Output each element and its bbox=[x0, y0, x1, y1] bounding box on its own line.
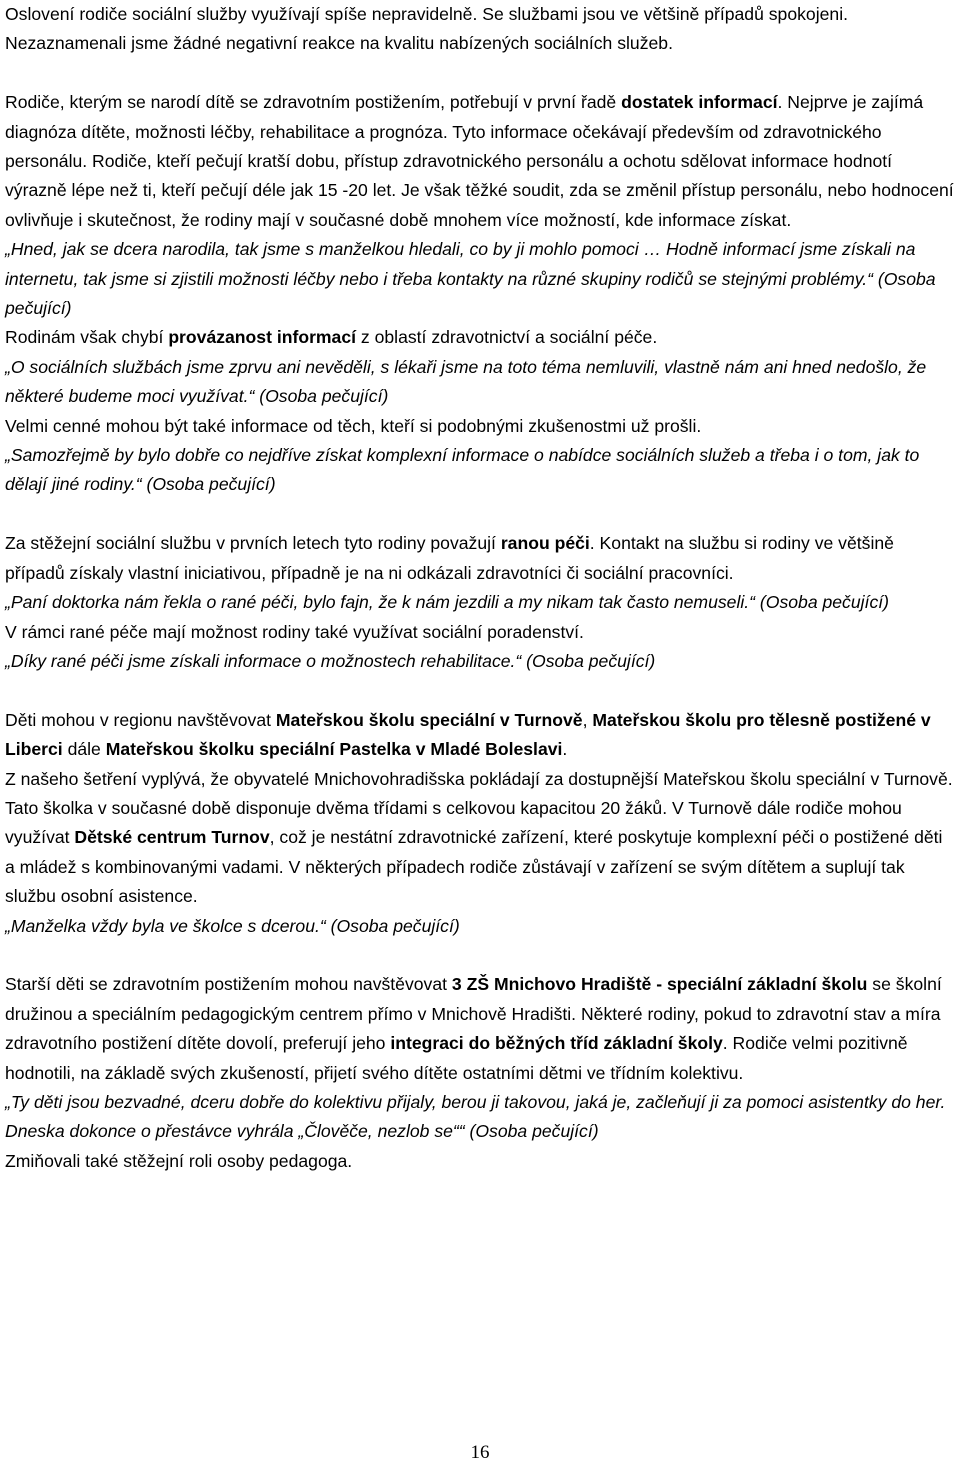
text-run: Za stěžejní sociální službu v prvních letech tyto rodiny považují bbox=[5, 533, 501, 554]
paragraph-spacer bbox=[5, 59, 955, 88]
bold-phrase: integraci do běžných tříd základní školy bbox=[390, 1033, 723, 1054]
italic-quote: „Paní doktorka nám řekla o rané péči, bylo fajn, že k nám jezdili a my nikam tak často nemuseli.“ (Osoba pečující) bbox=[5, 592, 889, 613]
bold-phrase: Mateřskou školu pro tělesně postižené v Liberci bbox=[5, 709, 931, 760]
text-run: Oslovení rodiče sociální služby využívají spíše nepravidelně. Se službami jsou ve většině případů spokojeni. Nezaznamenali jsme žádné negativní reakce na kvalitu nabízených sociálních služeb. bbox=[5, 4, 848, 54]
text-run: se školní družinou a speciálním pedagogickým centrem přímo v Mnichově Hradišti. Některé rodiny, pokud to zdravotní stav a míra zdravotního postižení dítěte dovolí, preferují jeho bbox=[5, 974, 942, 1054]
text-paragraph bbox=[5, 412, 955, 441]
text-paragraph bbox=[5, 0, 955, 59]
italic-quote: „O sociálních službách jsme zprvu ani nevěděli, s lékaři jsme na toto téma nemluvili, vlastně nám ani hned nedošlo, že některé budeme moci využívat.“ (Osoba pečující) bbox=[5, 356, 927, 407]
text-run: Z našeho šetření vyplývá, že obyvatelé Mnichovohradišska pokládají za dostupnější Mateřskou školu speciální v Turnově. Tato školka v současné době disponuje dvěma třídami s celkovou kapacitou 20 žáků. V Turnově dále rodiče mohou využívat bbox=[5, 768, 953, 848]
text-paragraph bbox=[5, 618, 955, 647]
text-run: Zmiňovali také stěžejní roli osoby pedagoga. bbox=[5, 1150, 353, 1171]
quote-paragraph bbox=[5, 588, 955, 617]
text-run: Velmi cenné mohou být také informace od těch, kteří si podobnými zkušenostmi už prošli. bbox=[5, 415, 702, 436]
bold-phrase: Dětské centrum Turnov bbox=[74, 827, 270, 848]
italic-quote: „Samozřejmě by bylo dobře co nejdříve získat komplexní informace o nabídce sociálních služeb a třeba i o tom, jak to dělají jiné rodiny.“ (Osoba pečující) bbox=[5, 445, 920, 495]
text-run: Rodinám však chybí bbox=[5, 327, 169, 348]
quote-paragraph bbox=[5, 912, 955, 941]
quote-paragraph bbox=[5, 235, 955, 323]
paragraph-spacer bbox=[5, 676, 955, 705]
text-run: . Nejprve je zajímá diagnóza dítěte, možnosti léčby, rehabilitace a prognóza. Tyto informace očekávají především od zdravotnického personálu. Rodiče, kteří pečují kratší dobu, přístup zdravotnického personálu a ochotu sdělovat informace hodnotí výrazně lépe než ti, kteří pečují déle jak 15 -20 let. Je však těžké soudit, zda se změnil přístup personálu, nebo hodnocení ovlivňuje i skutečnost, že rodiny mají v současné době mnohem více možností, kde informace získat. bbox=[5, 92, 954, 230]
quote-paragraph bbox=[5, 1088, 955, 1147]
text-run: , bbox=[582, 709, 593, 730]
bold-phrase: provázanost informací bbox=[168, 327, 357, 348]
text-run: . bbox=[562, 739, 568, 760]
paragraph-spacer bbox=[5, 941, 955, 970]
bold-phrase: Mateřskou školu speciální v Turnově bbox=[275, 709, 583, 730]
text-paragraph bbox=[5, 323, 955, 352]
text-run: Starší děti se zdravotním postižením mohou navštěvovat bbox=[5, 974, 452, 995]
text-paragraph bbox=[5, 1147, 955, 1176]
bold-phrase: dostatek informací bbox=[621, 92, 778, 113]
italic-quote: „Díky rané péči jsme získali informace o možnostech rehabilitace.“ (Osoba pečující) bbox=[5, 650, 656, 671]
text-run: Rodiče, kterým se narodí dítě se zdravotním postižením, potřebují v první řadě bbox=[5, 92, 622, 113]
text-run: V rámci rané péče mají možnost rodiny také využívat sociální poradenství. bbox=[5, 621, 584, 642]
text-paragraph bbox=[5, 706, 955, 765]
bold-phrase: 3 ZŠ Mnichovo Hradiště - speciální základní školu bbox=[451, 974, 868, 995]
text-run: , což je nestátní zdravotnické zařízení, které poskytuje komplexní péči o postižené děti a mládež s kombinovanými vadami. V některých případech rodiče zůstávají v zařízení se svým dítětem a suplují tak službu osobní asistence. bbox=[5, 827, 943, 907]
italic-quote: „Manželka vždy byla ve školce s dcerou.“ (Osoba pečující) bbox=[5, 915, 460, 936]
bold-phrase: ranou péči bbox=[500, 533, 590, 554]
bold-phrase: Mateřskou školku speciální Pastelka v Mladé Boleslavi bbox=[105, 739, 563, 760]
page-number: 16 bbox=[470, 1442, 490, 1463]
text-paragraph bbox=[5, 970, 955, 1088]
text-paragraph bbox=[5, 88, 955, 235]
text-paragraph bbox=[5, 765, 955, 912]
italic-quote: „Ty děti jsou bezvadné, dceru dobře do kolektivu přijaly, berou ji takovou, jaká je, začleňují ji za pomoci asistentky do her. Dneska dokonce o přestávce vyhrála „Člověče, nezlob se““ (Osoba pečující) bbox=[5, 1091, 946, 1142]
quote-paragraph bbox=[5, 647, 955, 676]
italic-quote: „Hned, jak se dcera narodila, tak jsme s manželkou hledali, co by ji mohlo pomoci … Hodně informací jsme získali na internetu, tak jsme si zjistili možnosti léčby nebo i třeba kontakty na různé skupiny rodičů se stejnými problémy.“ (Osoba pečující) bbox=[5, 239, 936, 319]
quote-paragraph bbox=[5, 353, 955, 412]
text-run: Děti mohou v regionu navštěvovat bbox=[5, 709, 276, 730]
text-run: z oblastí zdravotnictví a sociální péče. bbox=[356, 327, 658, 348]
text-run: . Kontakt na službu si rodiny ve většině případů získaly vlastní iniciativou, případně je na ni odkázali zdravotníci či sociální pracovníci. bbox=[5, 533, 894, 583]
text-run: dále bbox=[62, 739, 106, 760]
document-page bbox=[5, 0, 955, 1176]
quote-paragraph bbox=[5, 441, 955, 500]
text-run: . Rodiče velmi pozitivně hodnotili, na základě svých zkušeností, přijetí svého dítěte ostatními dětmi ve třídním kolektivu. bbox=[5, 1033, 908, 1083]
paragraph-spacer bbox=[5, 500, 955, 529]
text-paragraph bbox=[5, 529, 955, 588]
